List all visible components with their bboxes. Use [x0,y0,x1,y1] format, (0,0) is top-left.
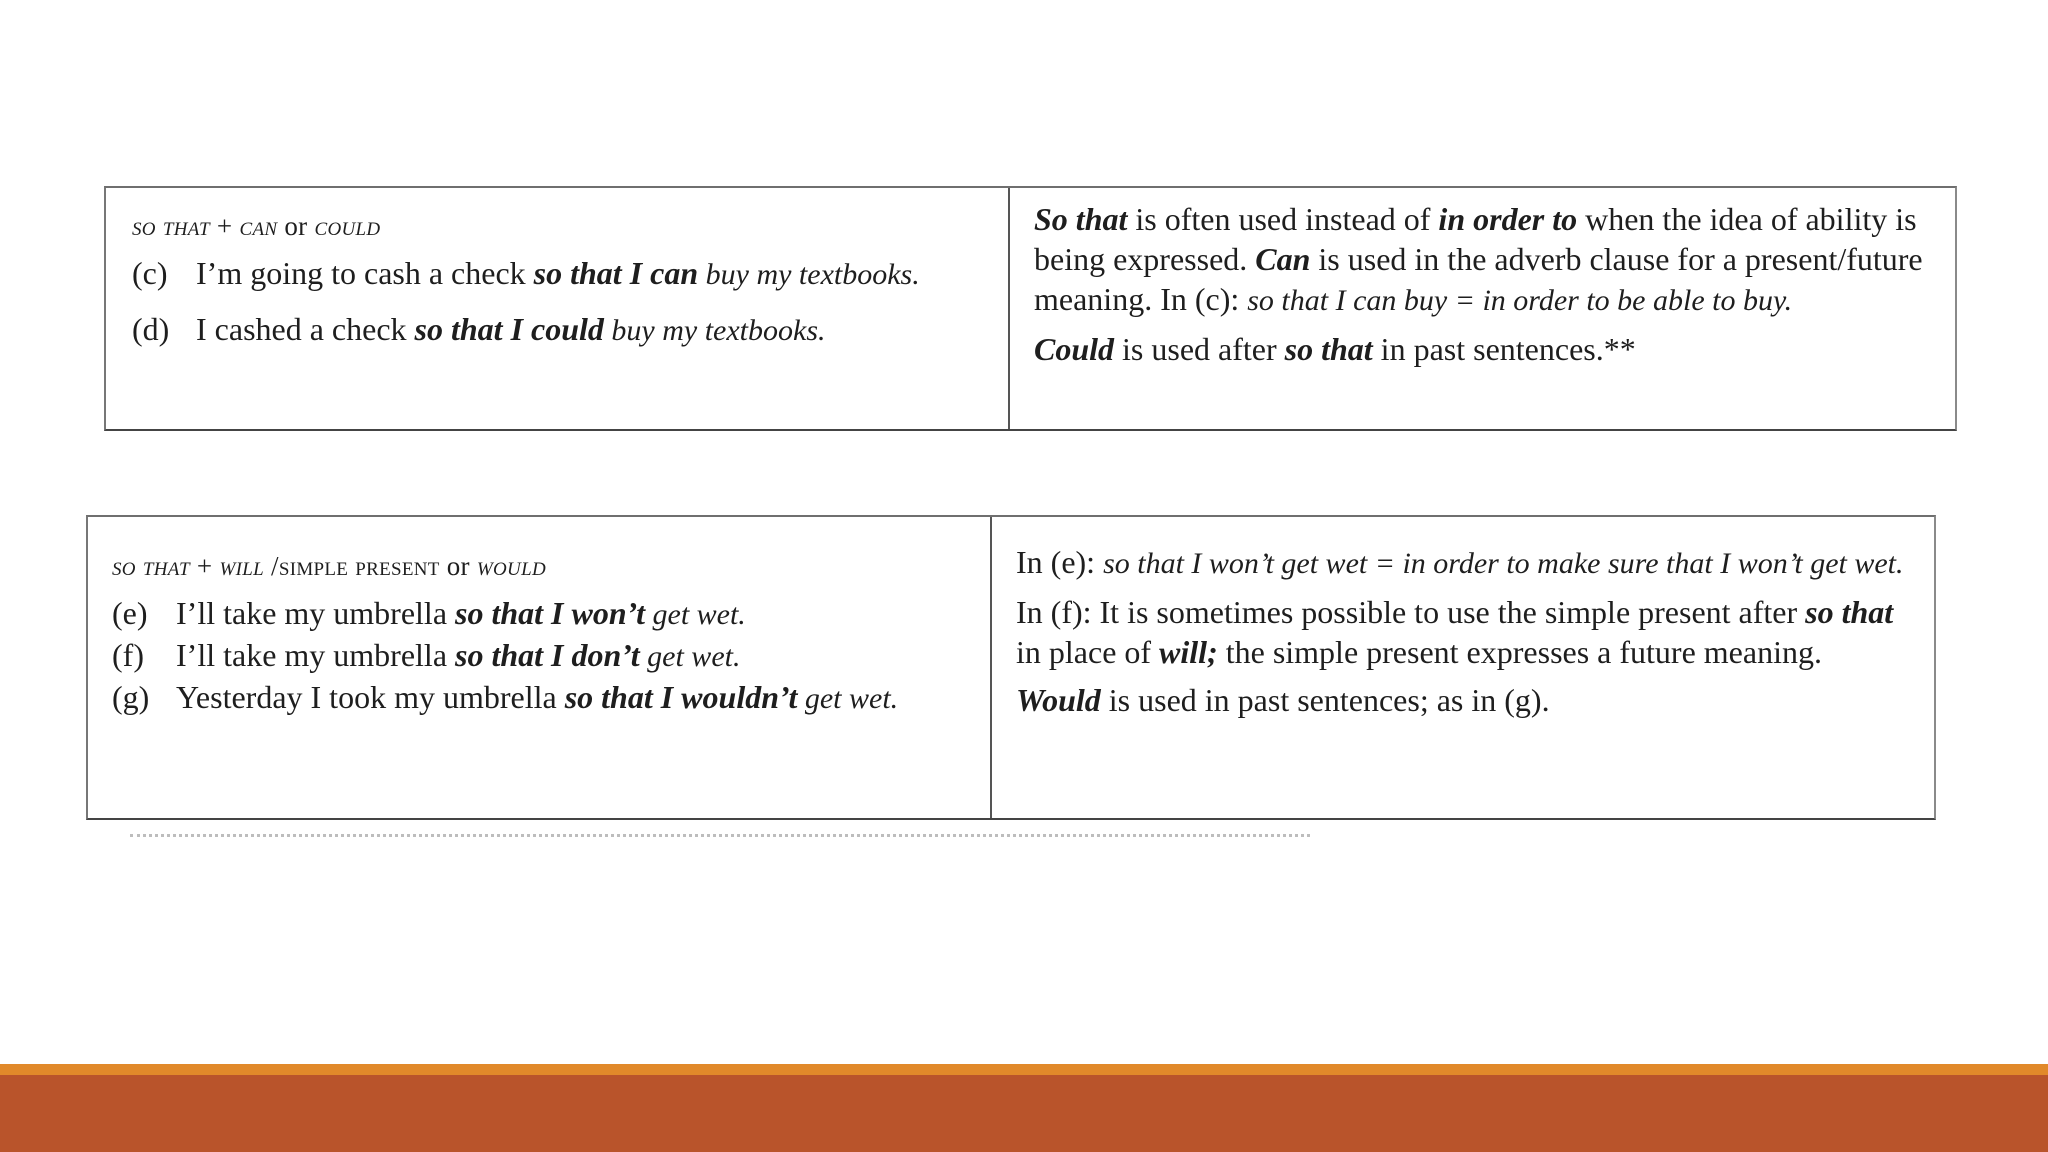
explanation-note [1016,592,1914,672]
note-key-phrase: Can [1255,241,1311,277]
heading-term: so that [112,551,190,581]
note-key-phrase: Could [1034,331,1115,367]
heading-term: simple present [278,551,440,581]
note-text-italic: so that I can buy = in order to be able to buy. [1247,284,1793,317]
example-c [132,253,988,295]
explanations-column [1010,188,1955,429]
examples-column [88,517,992,818]
example-text-plain: I’m going to cash a check [196,255,534,291]
example-f [112,635,970,677]
heading-term: would [476,551,546,581]
footer-main-stripe [0,1075,2048,1152]
explanation-note [1016,542,1914,584]
example-label: (d) [132,311,170,347]
explanations-column [992,517,1934,818]
example-text [176,635,970,677]
example-text-plain: I’ll take my umbrella [176,637,456,673]
example-label: (c) [132,255,168,291]
example-text-italic: get wet. [639,640,741,673]
note-text: is often used instead of [1127,201,1439,237]
note-text: the simple present expresses a future meaning. [1217,634,1822,670]
note-key-phrase: will; [1159,634,1218,670]
heading-slash: / [263,551,279,581]
example-text [176,593,970,635]
example-key-phrase: so that I wouldn’t [564,679,798,715]
note-key-phrase: so that [1284,331,1373,367]
note-key-phrase: so that [1805,594,1894,630]
example-text-plain: I’ll take my umbrella [176,595,456,631]
note-text: In (e): [1016,544,1104,580]
note-text: when the idea of ability is being expressed. [1034,201,1917,277]
note-text-italic: so that I won’t get wet = in order to make sure that I won’t get wet. [1103,547,1904,580]
example-text-italic: get wet. [797,682,899,715]
note-key-phrase: in order to [1438,201,1578,237]
heading-term: can [239,211,278,241]
example-text-italic: get wet. [645,598,746,631]
section-heading [112,548,970,584]
heading-term: so that [132,211,210,241]
example-text-plain: I cashed a check [196,311,415,347]
heading-term: will [219,551,264,581]
example-d [132,309,988,351]
example-label: (g) [112,679,150,715]
section-heading [132,208,988,244]
example-text-plain: Yesterday I took my umbrella [176,679,565,715]
example-label: (e) [112,595,148,631]
heading-plus: + [209,211,240,241]
heading-or: or [277,211,315,241]
example-text [176,677,970,719]
example-text-italic: buy my textbooks. [698,258,920,291]
heading-term: could [314,211,381,241]
explanation-note [1034,329,1935,369]
note-text: in past sentences.** [1372,331,1636,367]
note-text: in place of [1016,634,1160,670]
examples-column [106,188,1010,429]
note-key-phrase: So that [1034,201,1128,237]
slide-footer-band [0,1064,2048,1152]
example-g [112,677,970,719]
example-e [112,593,970,635]
scan-artifact-divider [130,834,1310,837]
footer-accent-stripe [0,1064,2048,1075]
heading-or: or [439,551,477,581]
example-label: (f) [112,637,144,673]
explanation-note [1016,680,1914,720]
example-text-italic: buy my textbooks. [603,314,826,347]
example-key-phrase: so that I don’t [455,637,640,673]
heading-plus: + [189,551,220,581]
example-key-phrase: so that I can [533,255,699,291]
example-key-phrase: so that I could [414,311,604,347]
note-text: is used after [1114,331,1285,367]
note-text: is used in the adverb clause for a present/future meaning. In (c): [1034,241,1923,317]
grammar-table-so-that-can-could [104,186,1957,431]
grammar-table-so-that-will-would [86,515,1936,820]
note-key-phrase: Would [1016,682,1101,718]
example-text [196,309,988,351]
example-key-phrase: so that I won’t [455,595,645,631]
example-text [196,253,988,295]
explanation-note [1034,199,1935,321]
note-text: is used in past sentences; as in (g). [1100,682,1550,718]
note-text: In (f): It is sometimes possible to use the simple present after [1016,594,1806,630]
